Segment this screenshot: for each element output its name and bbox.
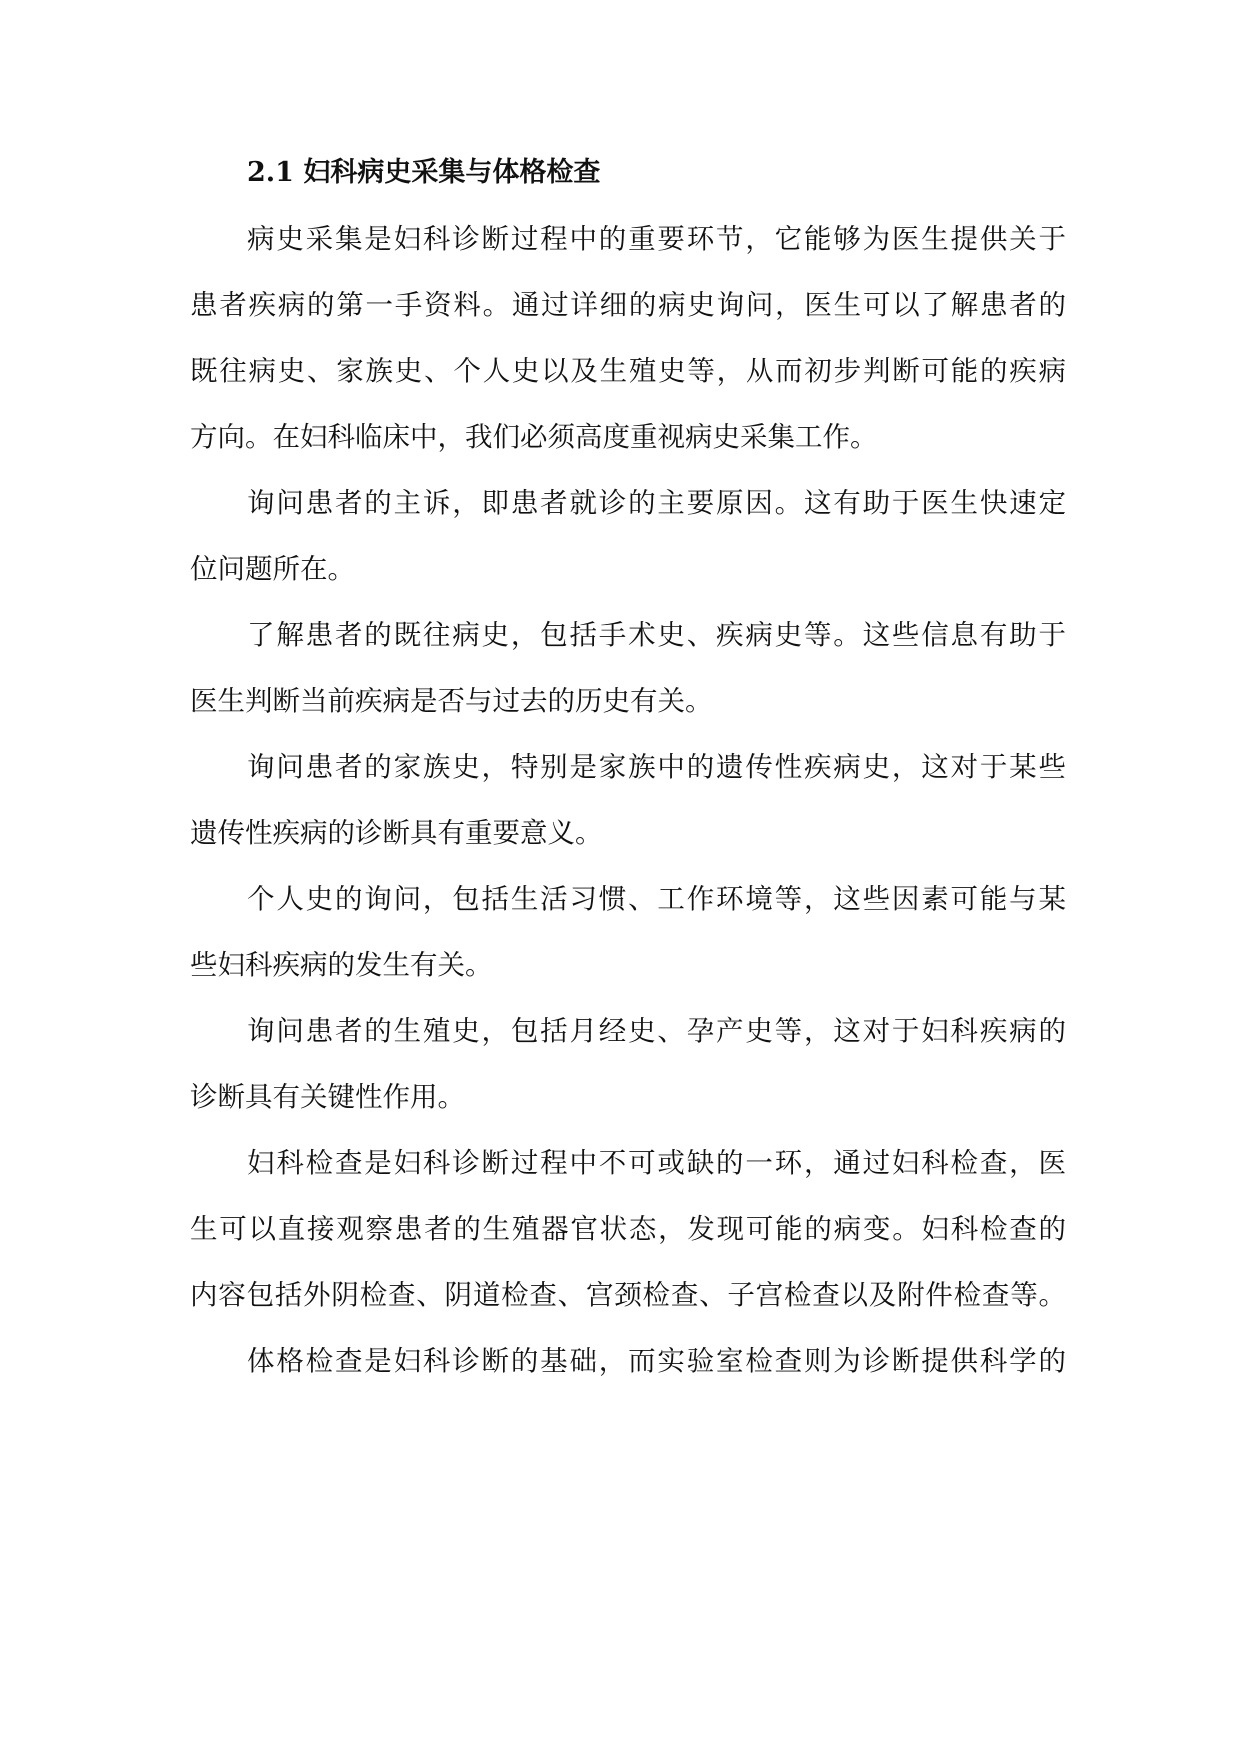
- text-line: 了解患者的既往病史，包括手术史、疾病史等。这些信息有助于: [247, 619, 1066, 651]
- text-line: 体格检查是妇科诊断的基础，而实验室检查则为诊断提供科学的: [247, 1345, 1066, 1377]
- paragraph-past-history: [190, 602, 1066, 734]
- text-line: 位问题所在。: [190, 553, 355, 585]
- paragraph-chief-complaint: [190, 470, 1066, 602]
- paragraph-physical-exam: [190, 1328, 1066, 1394]
- paragraph-reproductive-history: [190, 998, 1066, 1130]
- text-line: 妇科检查是妇科诊断过程中不可或缺的一环，通过妇科检查，医: [247, 1147, 1066, 1179]
- text-line: 既往病史、家族史、个人史以及生殖史等，从而初步判断可能的疾病: [190, 355, 1066, 387]
- text-line: 患者疾病的第一手资料。通过详细的病史询问，医生可以了解患者的: [190, 289, 1066, 321]
- text-line: 生可以直接观察患者的生殖器官状态，发现可能的病变。妇科检查的: [190, 1213, 1066, 1245]
- text-line: 些妇科疾病的发生有关。: [190, 949, 493, 981]
- text-line: 病史采集是妇科诊断过程中的重要环节，它能够为医生提供关于: [247, 223, 1066, 255]
- text-line: 询问患者的家族史，特别是家族中的遗传性疾病史，这对于某些: [247, 751, 1066, 783]
- paragraph-personal-history: [190, 866, 1066, 998]
- paragraph-family-history: [190, 734, 1066, 866]
- text-line: 个人史的询问，包括生活习惯、工作环境等，这些因素可能与某: [247, 883, 1066, 915]
- text-line: 方向。在妇科临床中，我们必须高度重视病史采集工作。: [190, 421, 878, 453]
- text-line: 询问患者的生殖史，包括月经史、孕产史等，这对于妇科疾病的: [247, 1015, 1066, 1047]
- text-line: 医生判断当前疾病是否与过去的历史有关。: [190, 685, 713, 717]
- text-line: 内容包括外阴检查、阴道检查、宫颈检查、子宫检查以及附件检查等。: [190, 1279, 1066, 1311]
- document-body: [190, 140, 1066, 1394]
- paragraph-gynecologic-exam: [190, 1130, 1066, 1328]
- text-line: 诊断具有关键性作用。: [190, 1081, 465, 1113]
- text-line: 遗传性疾病的诊断具有重要意义。: [190, 817, 603, 849]
- text-line: 询问患者的主诉，即患者就诊的主要原因。这有助于医生快速定: [247, 487, 1066, 519]
- section-heading: 2.1 妇科病史采集与体格检查: [247, 157, 601, 188]
- paragraph-history-intro: [190, 206, 1066, 470]
